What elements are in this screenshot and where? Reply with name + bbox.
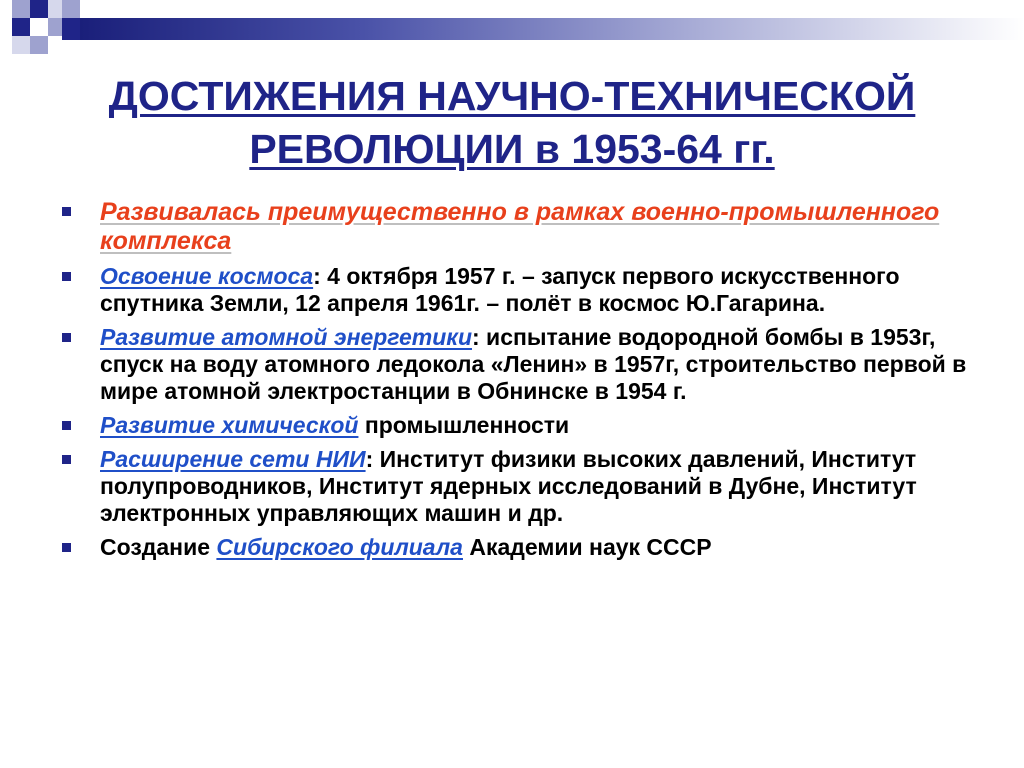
square-bullet-icon (62, 455, 71, 464)
header-gradient-bar (80, 18, 1024, 40)
slide-title (0, 70, 1024, 176)
decor-square (62, 18, 80, 40)
decor-square (12, 18, 30, 36)
decor-square (30, 36, 48, 54)
item-text: промышленности (358, 412, 570, 438)
slide-title-line-1: ДОСТИЖЕНИЯ НАУЧНО-ТЕХНИЧЕСКОЙ (108, 73, 916, 119)
link-chemical-industry[interactable]: Развитие химической (100, 412, 359, 438)
link-research-institutes[interactable]: Расширение сети НИИ (100, 446, 366, 472)
item-prefix: Создание (100, 534, 217, 560)
item-text: : Институт физики высоких давлений, Институт полупроводников, Институт ядерных исследований в Дубне, Институт электронных управляющих машин и др. (100, 446, 917, 526)
list-item (62, 263, 972, 317)
item-text: : 4 октября 1957 г. – запуск первого искусственного спутника Земли, 12 апреля 1961г. – полёт в космос Ю.Гагарина. (100, 263, 900, 316)
square-bullet-icon (62, 333, 71, 342)
square-bullet-icon (62, 543, 71, 552)
item-text: : испытание водородной бомбы в 1953г, спуск на воду атомного ледокола «Ленин» в 1957г, строительство первой в мире атомной электростанции в Обнинске в 1954 г. (100, 324, 967, 404)
slide-title-line-2: РЕВОЛЮЦИИ в 1953-64 гг. (249, 126, 775, 172)
decor-square (12, 36, 30, 54)
decor-square (30, 18, 48, 36)
list-item (62, 446, 972, 527)
decorative-header-band (0, 0, 1024, 54)
decor-square (12, 0, 30, 18)
square-bullet-icon (62, 272, 71, 281)
list-item (62, 324, 972, 405)
achievements-list (62, 198, 972, 568)
link-nuclear-energy[interactable]: Развитие атомной энергетики (100, 324, 472, 350)
square-bullet-icon (62, 421, 71, 430)
decor-square (30, 0, 48, 18)
list-item (62, 198, 972, 256)
item-text: Академии наук СССР (462, 534, 712, 560)
decor-square (62, 0, 80, 18)
link-siberian-branch[interactable]: Сибирского филиала (216, 534, 463, 560)
list-item (62, 534, 972, 561)
list-item (62, 412, 972, 439)
link-space-exploration[interactable]: Освоение космоса (100, 263, 314, 289)
highlight-text: Развивалась преимущественно в рамках военно-промышленного комплекса (100, 198, 940, 255)
square-bullet-icon (62, 207, 71, 216)
